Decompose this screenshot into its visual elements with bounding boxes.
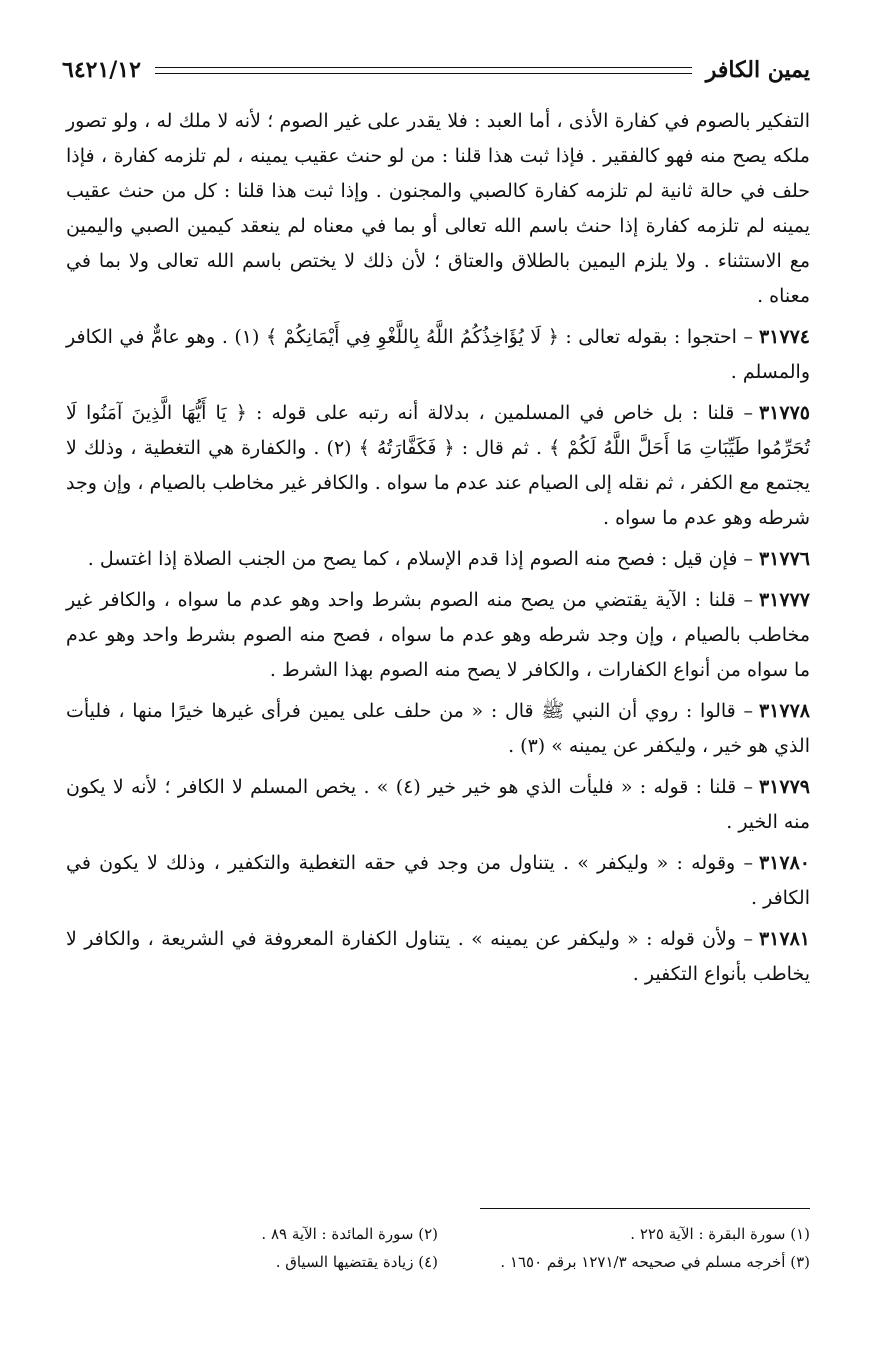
footnote-separator xyxy=(480,1208,810,1209)
header-double-rule xyxy=(155,67,692,74)
paragraph-number: ٣١٧٧٧ xyxy=(758,589,810,611)
paragraph-number: ٣١٧٧٩ xyxy=(758,776,810,798)
paragraph-31779 xyxy=(66,770,810,840)
footnote-row xyxy=(66,1248,810,1276)
page-header xyxy=(62,52,810,88)
paragraph-text: – قلنا : الآية يقتضي من يصح منه الصوم بشرط واحد وهو عدم ما سواه ، والكافر غير مخاطب بالصيام ، وإن وجد شرطه وهو عدم ما سواه ، فصح منه الصوم بشرط واحد وهو عدم ما سواه من أنواع الكفارات ، والكافر لا يصح منه الصوم بهذا الشرط . xyxy=(66,589,810,681)
paragraph-text: – قلنا : قوله : « فليأت الذي هو خير خير (٤) » . يخص المسلم لا الكافر ؛ لأنه لا يكون منه الخير . xyxy=(66,776,810,833)
page-number: ٦٤٢١/١٢ xyxy=(62,57,141,83)
paragraph-text: – ولأن قوله : « وليكفر عن يمينه » . يتناول الكفارة المعروفة في الشريعة ، والكافر لا يخاطب بأنواع التكفير . xyxy=(66,928,810,985)
footnote-3: (٣) أخرجه مسلم في صحيحه ١٢٧١/٣ برقم ١٦٥٠ . xyxy=(500,1253,810,1271)
paragraph-text: – قلنا : بل خاص في المسلمين ، بدلالة أنه رتبه على قوله : ﴿ يَا أَيُّهَا الَّذِينَ آمَنُوا لَا تُحَرِّمُوا طَيِّبَاتِ مَا أَحَلَّ اللَّهُ لَكُمْ ﴾ . ثم قال : ﴿ فَكَفَّارَتُهُ ﴾ (٢) . والكفارة هي التغطية ، وذلك لا يجتمع مع الكفر ، ثم نقله إلى الصيام عند عدم ما سواه . والكافر غير مخاطب بالصيام ، وإن وجد شرطه وهو عدم ما سواه . xyxy=(66,402,811,529)
paragraph-31778 xyxy=(66,694,810,764)
paragraph-number: ٣١٧٨١ xyxy=(758,928,810,950)
paragraph-text: – احتجوا : بقوله تعالى : ﴿ لَا يُؤَاخِذُكُمُ اللَّهُ بِاللَّغْوِ فِي أَيْمَانِكُمْ ﴾ (١) . وهو عامٌّ في الكافر والمسلم . xyxy=(66,326,810,383)
paragraph-31781 xyxy=(66,922,810,992)
paragraph-31774 xyxy=(66,320,810,390)
footnote-row xyxy=(66,1220,810,1248)
paragraph-number: ٣١٧٨٠ xyxy=(758,852,810,874)
footnotes xyxy=(66,1220,810,1276)
paragraph-number: ٣١٧٧٦ xyxy=(758,548,810,570)
footnote-2: (٢) سورة المائدة : الآية ٨٩ . xyxy=(261,1225,438,1243)
running-title: يمين الكافر xyxy=(705,57,810,83)
paragraph-number: ٣١٧٧٨ xyxy=(758,700,810,722)
paragraph-text: – وقوله : « وليكفر » . يتناول من وجد في حقه التغطية والتكفير ، وذلك لا يكون في الكافر . xyxy=(66,852,810,909)
paragraph-31775 xyxy=(66,396,810,536)
paragraph-31780 xyxy=(66,846,810,916)
footnote-1: (١) سورة البقرة : الآية ٢٢٥ . xyxy=(630,1225,810,1243)
paragraph-number: ٣١٧٧٥ xyxy=(758,402,810,424)
paragraph-text: التفكير بالصوم في كفارة الأذى ، أما العبد : فلا يقدر على غير الصوم ؛ لأنه لا ملك له ، ولو تصور ملكه يصح منه فهو كالفقير . فإذا ثبت هذا قلنا : من لو حنث عقيب يمينه ، لم تلزمه كفارة ، فإذا حلف في حالة ثانية لم تلزمه كفارة كالصبي والمجنون . وإذا ثبت هذا قلنا : كل من حنث عقيب يمينه لم تلزمه كفارة إذا حنث باسم الله تعالى أو بما في معناه لم ينعقد كيمين الصبي واليمين مع الاستثناء . ولا يلزم اليمين بالطلاق والعتاق ؛ لأن ذلك لا يختص باسم الله تعالى ولا بما في معناه . xyxy=(66,110,810,307)
paragraph-text: – فإن قيل : فصح منه الصوم إذا قدم الإسلام ، كما يصح من الجنب الصلاة إذا اغتسل . xyxy=(87,548,753,570)
paragraph-31777 xyxy=(66,583,810,688)
paragraph-text: – قالوا : روي أن النبي ﷺ قال : « من حلف على يمين فرأى غيرها خيرًا منها ، فليأت الذي هو خير ، وليكفر عن يمينه » (٣) . xyxy=(66,700,810,757)
footnote-4: (٤) زيادة يقتضيها السياق . xyxy=(275,1253,438,1271)
paragraph-31776 xyxy=(66,542,810,577)
main-text xyxy=(66,104,810,998)
paragraph-continuation xyxy=(66,104,810,314)
paragraph-number: ٣١٧٧٤ xyxy=(758,326,810,348)
